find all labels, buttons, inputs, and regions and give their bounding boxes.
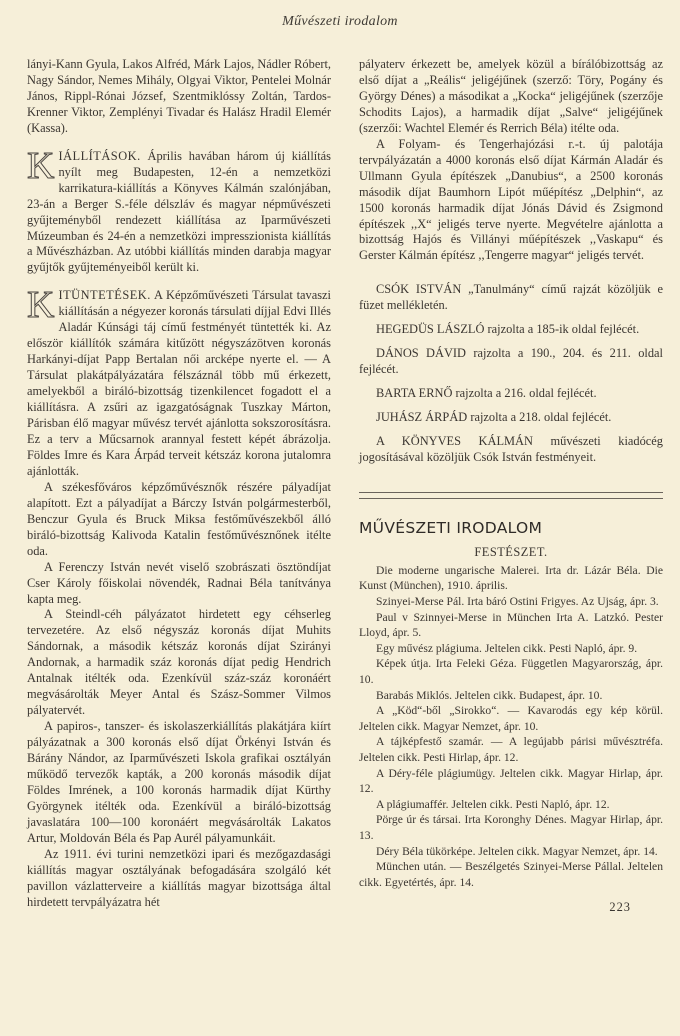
subsection-heading: FESTÉSZET. — [474, 544, 548, 559]
note: BARTA ERNŐ rajzolta a 216. oldal fejlécét. — [376, 386, 597, 401]
rule-line — [359, 492, 663, 493]
bibliography-entry: Szinyei-Merse Pál. Irta báró Ostini Frigyes. Az Ujság, ápr. 3. — [376, 595, 659, 609]
bibliography-entry: Képek útja. Irta Feleki Géza. Független Magyarország, ápr. 10. — [359, 657, 663, 687]
kituntetesek-paragraph — [27, 284, 331, 479]
continuation-paragraph: pályaterv érkezett be, amelyek közül a bírálóbizottság az első díjat a „Reális“ jeligéjűnek (szerző: Töry, Pogány és György Dénes) a másodikat a „Kocka“ jeligéjűnek (szerzője Schodits Lajos), a harmadik díjat „Salve“ jeligéjűnek (szerzői: Wachtel Elemér és Rerrich Béla) itélte oda. — [359, 57, 663, 135]
bibliography-entry: Déry Béla tükörképe. Jeltelen cikk. Magyar Nemzet, ápr. 14. — [376, 844, 658, 858]
paragraph: Az 1911. évi turini nemzetközi ipari és mezőgazdasági kiállítás magyar osztályának befogadására szolgáló két pavillon vázlatterveire a kiállítás magyar bizottsága által hirdetett tervpályázatra hét — [27, 846, 331, 909]
drop-cap: K — [27, 284, 55, 327]
bibliography-entry: Paul v Szinnyei-Merse in München Irta A. Latzkó. Pester Lloyd, ápr. 5. — [359, 610, 663, 640]
bibliography-list — [359, 563, 663, 890]
paragraph-text: Április havában három új kiállítás nyílt meg Budapesten, 12-én a nemzetközi karrikatura-kiállítás a Könyves Kálmán szalónjában, 23-án a Berger S.-féle délszláv és magyar népművészeti gyűjteményből rendezett kiállítása az Iparművészeti Múzeumban és 24-én a nemzetközi impresszionista kiállítás a Művészházban. Az utóbbi kiállítás minden darabja magyar gyűjtők gyűjteményeiből került ki. — [27, 148, 331, 275]
kiallitasok-paragraph — [27, 144, 331, 277]
bibliography-entry: A „Köd“-ből „Sirokko“. — Kavarodás egy kép körül. Jeltelen cikk. Magyar Nemzet, ápr. 10. — [359, 704, 663, 733]
note: HEGEDÜS LÁSZLÓ rajzolta a 185-ik oldal fejlécét. — [376, 322, 640, 337]
section-run-in-heading: IÁLLÍTÁSOK. — [58, 148, 141, 163]
rule-line — [359, 498, 663, 499]
note: CSÓK ISTVÁN „Tanulmány“ című rajzát közöljük e füzet mellékletén. — [359, 282, 663, 313]
bibliography-entry: Barabás Miklós. Jeltelen cikk. Budapest, ápr. 10. — [376, 688, 603, 702]
paragraph: A székesfőváros képzőművésznők részére pályadíjat alapított. Ezt a pályadíjat a Bárczy István polgármesterből, Benczur Gyula és Bruck Miksa festőművészekből álló biráló-bizottság Kalivoda Katalin festőművésznőnek itélte oda. — [27, 479, 331, 558]
bibliography-entry: Pörge úr és társai. Irta Koronghy Dénes. Magyar Hirlap, ápr. 13. — [359, 813, 663, 842]
double-rule-divider — [359, 492, 663, 499]
paragraph: A Ferenczy István nevét viselő szobrászati ösztöndíjat Cser Károly főiskolai növendék, Radnai Béla tanítványa kapta meg. — [27, 559, 331, 606]
section-title: MŰVÉSZETI IRODALOM — [359, 518, 543, 537]
continuation-paragraph: lányi-Kann Gyula, Lakos Alfréd, Márk Lajos, Nádler Róbert, Nagy Sándor, Nemes Mihály, Olgyai Viktor, Pentelei Molnár János, Rippl-Rónai József, Szentmiklóssy Zoltán, Tardos-Krenner Viktor, Zemplényi Tivadar és Halász Hradil Elemér (Kassa). — [27, 57, 331, 135]
right-column — [359, 57, 663, 916]
paragraph: A Folyam- és Tengerhajózási r.-t. új palotája tervpályázatán a 4000 koronás első díjat Kármán Aladár és Ullmann Gyula építészek „Danubius“, a 2500 koronás második díjat Baumhorn Lipót műépítész „Delphin“, az 1500 koronás harmadik díjat Jónás Dávid és Zsigmond építészek ,,X“ jeligés terve nyerte. Megvételre ajánlotta a bizottság Hajós és Villányi műépítészek ,,Vaskapu“ és Gerster Kálmán építész ,,Tengerre magyar“ jeligés tervét. — [359, 136, 663, 263]
paragraph: A Steindl-céh pályázatot hirdetett egy céhserleg tervezetére. Az első négyszáz koronás díjat Muhits Sándornak, a második kétszáz koronás díjat Szirányi Andornak, a harmadik száz koronás díjat pedig Hendrich Antalnak itélték oda. Ezenkívül száz-száz koronáért megvásárolták Meyer Antal és Szász-Sommer Vilmos pályatervét. — [27, 607, 331, 718]
bibliography-entry: Egy művész plágiuma. Jeltelen cikk. Pesti Napló, ápr. 9. — [376, 641, 638, 655]
paragraph: A papiros-, tanszer- és iskolaszerkiállítás plakátjára kiírt pályázatnak a 300 koronás első díjat Örkényi István és Bárány Nándor, az Iparművészeti Iskola grafikai osztályán működő tervezők kapták, a 200 koronás második díjat Földes Imrének, a 100 koronás harmadik díjat Kürthy Györgynek itélték oda. Ezenkívül a biráló-bizottság javaslatára 100—100 koronáért megvásárolták Lakatos Artur, Moldován Béla és Pap Aurél pályamunkáit. — [27, 719, 331, 845]
note: DÁNOS DÁVID rajzolta a 190., 204. és 211. oldal fejlécét. — [359, 346, 663, 377]
left-column — [27, 57, 331, 911]
drop-cap: K — [27, 144, 55, 187]
running-header: Művészeti irodalom — [282, 14, 398, 29]
note: JUHÁSZ ÁRPÁD rajzolta a 218. oldal fejlécét. — [376, 410, 612, 425]
note: A KÖNYVES KÁLMÁN művészeti kiadócég jogosításával közöljük Csók István festményeit. — [359, 434, 663, 465]
bibliography-entry: Die moderne ungarische Malerei. Irta dr. Lázár Béla. Die Kunst (München), 1910. április. — [359, 563, 663, 593]
bibliography-entry: A Déry-féle plágiumügy. Jeltelen cikk. Magyar Hirlap, ápr. 12. — [359, 766, 663, 796]
bibliography-entry: München után. — Beszélgetés Szinyei-Merse Pállal. Jeltelen cikk. Egyetértés, ápr. 14. — [359, 860, 663, 889]
page-number: 223 — [609, 900, 631, 915]
section-run-in-heading: ITÜNTETÉSEK. — [58, 288, 151, 303]
paragraph-text: A Képzőművészeti Társulat tavaszi kiállításán a négyezer koronás társulati díjjal Edvi Illés Aladár Kúnsági táj című festményét tüntették ki. Az először kiállítók számára kitűzött négyszázötven koronás Harkányi-díjat Papp Bertalan női arcképe nyerte el. — A Társulat plakátpályázatára félszáznál több mű érkezett, amelyekből a biráló-bizottság tizenkilencet fogadott el a kiállításra. A zsűri az igazgatóságnak Tuszkay Márton, Párisban élő magyar művész tervét ajánlotta sokszorosításra. Ez a terv a Műcsarnok arannyal festett képét ábrázolja. Földes Imre és Kara Árpád terveit kétszáz korona jutalomra ajánlották. — [27, 288, 331, 478]
bibliography-entry: A plágiumaffér. Jeltelen cikk. Pesti Napló, ápr. 12. — [376, 797, 610, 811]
bibliography-entry: A tájképfestő szamár. — A legújabb párisi művésztréfa. Jeltelen cikk. Pesti Hirlap, ápr. 12. — [359, 735, 663, 764]
